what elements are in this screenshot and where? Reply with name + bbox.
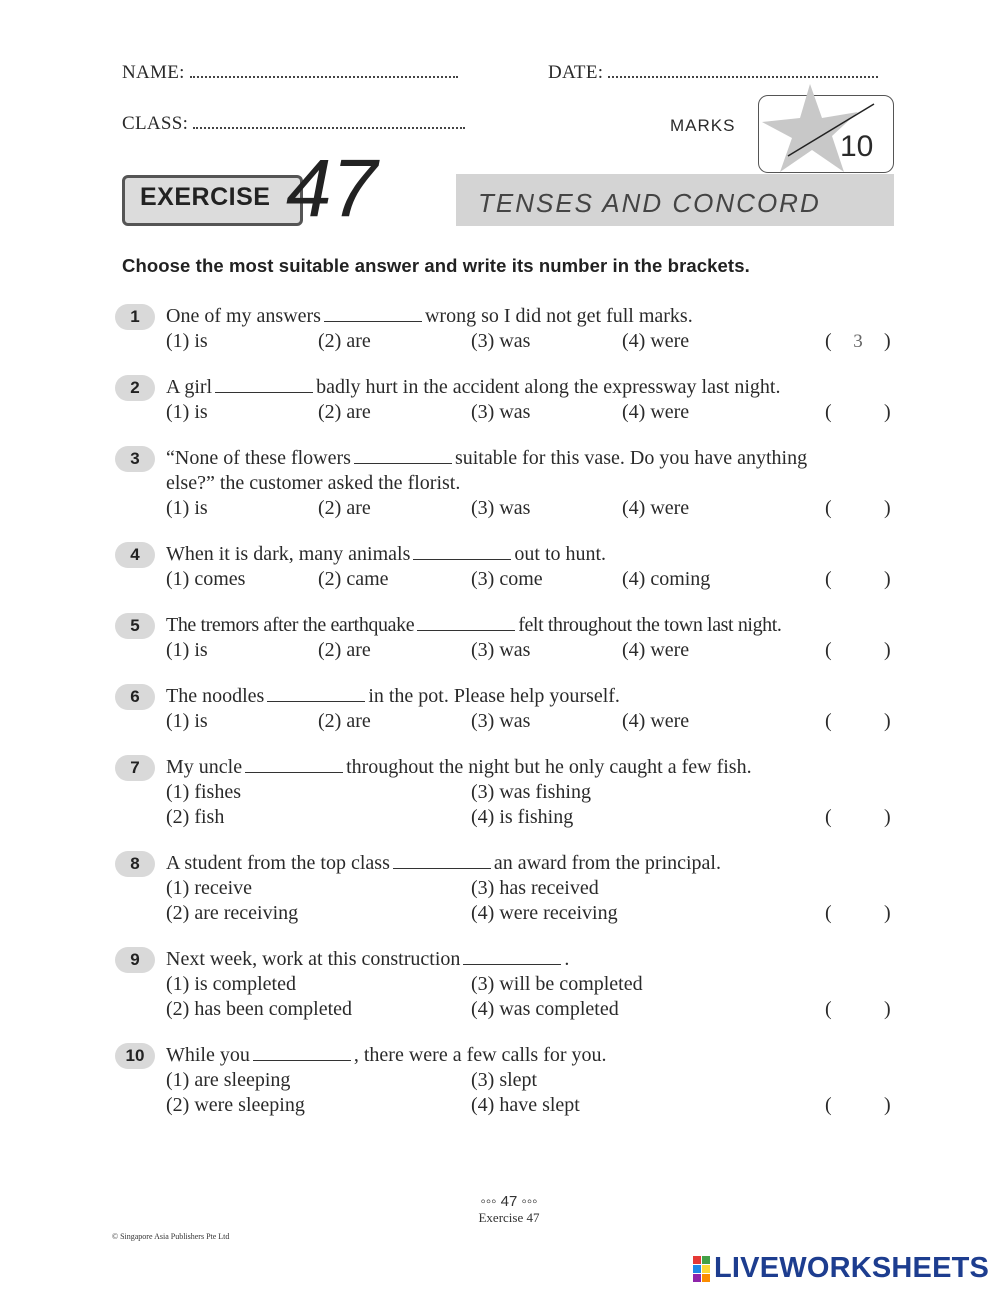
question-number: 5	[115, 613, 155, 639]
option: (1) comes	[166, 568, 246, 590]
option: (2) are	[318, 497, 371, 519]
bracket-close: )	[884, 1094, 891, 1116]
option: (4) coming	[622, 568, 711, 590]
option: (1) receive	[166, 877, 253, 899]
option: (4) is fishing	[471, 806, 574, 828]
answer-blank	[417, 616, 515, 631]
question-number: 8	[115, 851, 155, 877]
option: (2) are	[318, 639, 371, 661]
option: (4) were	[622, 497, 690, 519]
date-field	[548, 62, 878, 84]
option: (3) has received	[471, 877, 599, 899]
bracket-open: (	[825, 1094, 832, 1116]
bracket-close: )	[884, 710, 891, 732]
bracket-open: (	[825, 998, 832, 1020]
option: (3) was	[471, 639, 531, 661]
class-input-line[interactable]	[193, 127, 465, 129]
question-text: One of my answers wrong so I did not get full marks.	[166, 305, 693, 327]
name-label: NAME:	[122, 62, 185, 83]
bracket-close: )	[884, 330, 891, 352]
name-input-line[interactable]	[190, 76, 458, 78]
bracket-open: (	[825, 806, 832, 828]
option: (4) were	[622, 330, 690, 352]
option: (1) is	[166, 710, 208, 732]
marks-label: MARKS	[670, 116, 736, 135]
marks-star-icon	[740, 82, 900, 177]
question-text: My uncle throughout the night but he only caught a few fish.	[166, 756, 752, 778]
answer-blank	[324, 307, 422, 322]
question-number: 9	[115, 947, 155, 973]
question-number: 6	[115, 684, 155, 710]
option: (1) is completed	[166, 973, 296, 995]
page-number: ◦◦◦ 47 ◦◦◦	[480, 1193, 538, 1210]
option: (1) are sleeping	[166, 1069, 291, 1091]
bracket-open: (	[825, 710, 832, 732]
question-number: 2	[115, 375, 155, 401]
answer-blank	[354, 449, 452, 464]
question-number: 3	[115, 446, 155, 472]
option: (1) is	[166, 401, 208, 423]
exercise-word: EXERCISE	[140, 183, 271, 211]
question-text: The tremors after the earthquake felt throughout the town last night.	[166, 614, 782, 636]
option: (3) will be completed	[471, 973, 643, 995]
instruction: Choose the most suitable answer and write its number in the brackets.	[122, 255, 750, 276]
bracket-open: (	[825, 497, 832, 519]
answer-blank	[215, 378, 313, 393]
option: (2) came	[318, 568, 389, 590]
bracket-open: (	[825, 639, 832, 661]
answer-blank	[393, 854, 491, 869]
class-field	[122, 113, 465, 135]
bracket-close: )	[884, 497, 891, 519]
option: (2) are receiving	[166, 902, 299, 924]
question-text-cont: else?” the customer asked the florist.	[166, 472, 461, 494]
option: (2) has been completed	[166, 998, 353, 1020]
question-text: The noodles in the pot. Please help yourself.	[166, 685, 620, 707]
answer-blank	[463, 950, 561, 965]
option: (4) was completed	[471, 998, 619, 1020]
option: (3) come	[471, 568, 543, 590]
answer-blank	[267, 687, 365, 702]
bracket-close: )	[884, 806, 891, 828]
option: (2) fish	[166, 806, 225, 828]
bracket-close: )	[884, 568, 891, 590]
option: (3) was	[471, 330, 531, 352]
option: (4) were	[622, 710, 690, 732]
question-number: 1	[115, 304, 155, 330]
bracket-open: (	[825, 401, 832, 423]
option: (4) have slept	[471, 1094, 580, 1116]
question-text: A girl badly hurt in the accident along the expressway last night.	[166, 376, 781, 398]
question-text: Next week, work at this construction .	[166, 948, 570, 970]
question-text: “None of these flowers suitable for this vase. Do you have anything	[166, 447, 808, 469]
question-text: A student from the top class an award from the principal.	[166, 852, 721, 874]
liveworksheets-brand[interactable]: LIVEWORKSHEETS	[714, 1252, 990, 1284]
option: (2) are	[318, 401, 371, 423]
exercise-number: 47	[286, 143, 378, 234]
option: (3) slept	[471, 1069, 538, 1091]
option: (4) were receiving	[471, 902, 618, 924]
bracket-close: )	[884, 902, 891, 924]
option: (3) was	[471, 710, 531, 732]
date-input-line[interactable]	[608, 76, 878, 78]
marks-total: 10	[840, 130, 874, 163]
option: (1) is	[166, 639, 208, 661]
answer-blank	[253, 1046, 351, 1061]
bracket-open: (	[825, 330, 832, 352]
option: (4) were	[622, 639, 690, 661]
name-field	[122, 62, 458, 84]
option: (2) were sleeping	[166, 1094, 305, 1116]
exercise-title: TENSES AND CONCORD	[478, 188, 821, 218]
date-label: DATE:	[548, 62, 604, 83]
option: (4) were	[622, 401, 690, 423]
bracket-open: (	[825, 902, 832, 924]
option: (3) was	[471, 497, 531, 519]
question-text: When it is dark, many animals out to hunt.	[166, 543, 607, 565]
question-text: While you , there were a few calls for you.	[166, 1044, 607, 1066]
option: (2) are	[318, 330, 371, 352]
class-label: CLASS:	[122, 113, 189, 134]
bracket-close: )	[884, 401, 891, 423]
page-label: Exercise 47	[478, 1210, 540, 1225]
option: (3) was	[471, 401, 531, 423]
option: (1) is	[166, 330, 208, 352]
answer-input[interactable]: 3	[853, 331, 863, 352]
option: (3) was fishing	[471, 781, 591, 803]
option: (2) are	[318, 710, 371, 732]
question-number: 10	[115, 1043, 155, 1069]
copyright: © Singapore Asia Publishers Pte Ltd	[112, 1232, 230, 1241]
answer-blank	[413, 545, 511, 560]
bracket-close: )	[884, 998, 891, 1020]
bracket-close: )	[884, 639, 891, 661]
option: (1) is	[166, 497, 208, 519]
bracket-open: (	[825, 568, 832, 590]
liveworksheets-logo-icon	[693, 1256, 711, 1282]
answer-blank	[245, 758, 343, 773]
question-number: 7	[115, 755, 155, 781]
question-number: 4	[115, 542, 155, 568]
option: (1) fishes	[166, 781, 241, 803]
